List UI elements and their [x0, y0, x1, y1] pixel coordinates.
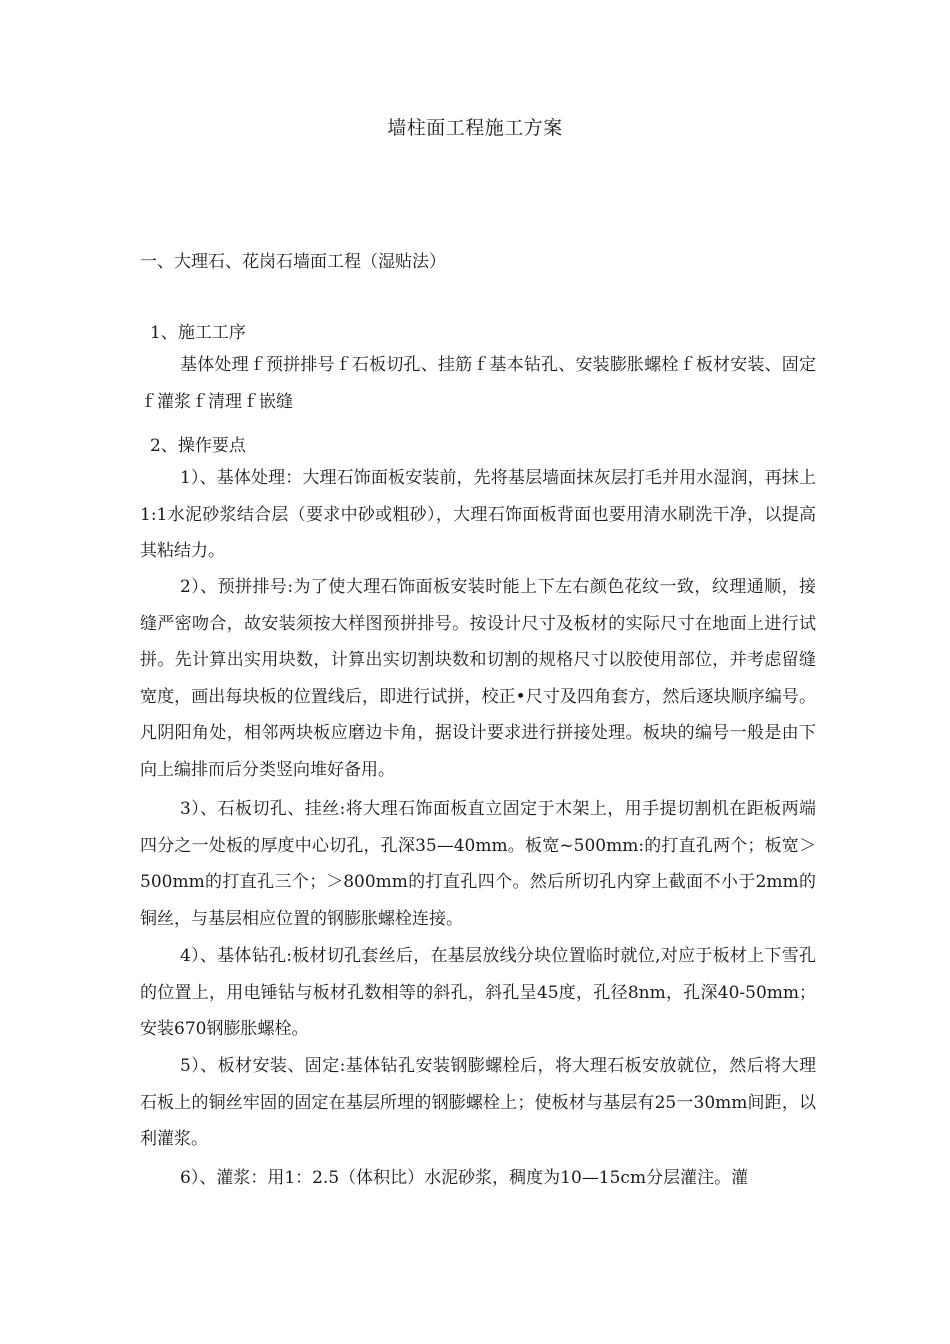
page-title: 墙柱面工程施工方案	[387, 117, 563, 139]
subheading-operation-points: 2、操作要点	[150, 436, 246, 456]
point-base-drilling: 4）、基体钻孔:板材切孔套丝后，在基层放线分块位置临时就位,对应于板材上下雪孔的位置上，用电锤钻与板材孔数相等的斜孔，斜孔呈45度，孔径8nm，孔深40-50mm；安装670钢膨胀螺栓。	[140, 946, 816, 1039]
process-paragraph: 基体处理ｆ预拼排号ｆ石板切孔、挂筋ｆ基本钻孔、安装膨胀螺栓ｆ板材安装、固定ｆ灌浆ｆ清理ｆ嵌缝	[140, 355, 816, 412]
point-pre-layout-numbering: 2）、预拼排号:为了使大理石饰面板安装时能上下左右颜色花纹一致，纹理通顺，接缝严密吻合，故安装须按大样图预拼排号。按设计尺寸及板材的实际尺寸在地面上进行试拼。先计算出实用块数，计算出实切割块数和切割的规格尺寸以胶使用部位，并考虑留缝宽度，画出每块板的位置线后，即进行试拼，校正•尺寸及四角套方，然后逐块顺序编号。凡阴阳角处，相邻两块板应磨边卡角，据设计要求进行拼接处理。板块的编号一般是由下向上编排而后分类竖向堆好备用。	[140, 577, 816, 780]
section-heading: 一、大理石、花岗石墙面工程（湿贴法）	[140, 252, 446, 272]
point-grouting: 6）、灌浆：用1：2.5（体积比）水泥砂浆，稠度为10—15cm分层灌注。灌	[180, 1168, 749, 1188]
point-slab-cutting-wiring: 3）、石板切孔、挂丝:将大理石饰面板直立固定于木架上，用手提切割机在距板两端四分之一处板的厚度中心切孔，孔深35—40mm。板宽~500mm:的打直孔两个；板宽＞500mm的打直孔三个；＞800mm的打直孔四个。然后所切孔内穿上截面不小于2mm的铜丝，与基层相应位置的钢膨胀螺栓连接。	[140, 799, 816, 929]
point-base-treatment: 1）、基体处理：大理石饰面板安装前，先将基层墙面抹灰层打毛并用水湿润，再抹上1:1水泥砂浆结合层（要求中砂或粗砂），大理石饰面板背面也要用清水刷洗干净，以提高其粘结力。	[140, 468, 816, 561]
point-slab-installation: 5）、板材安装、固定:基体钻孔安装钢膨螺栓后，将大理石板安放就位，然后将大理石板上的铜丝牢固的固定在基层所埋的钢膨螺栓上；使板材与基层有25一30mm间距，以利灌浆。	[140, 1056, 816, 1149]
subheading-construction-process: 1、施工工序	[150, 323, 246, 343]
